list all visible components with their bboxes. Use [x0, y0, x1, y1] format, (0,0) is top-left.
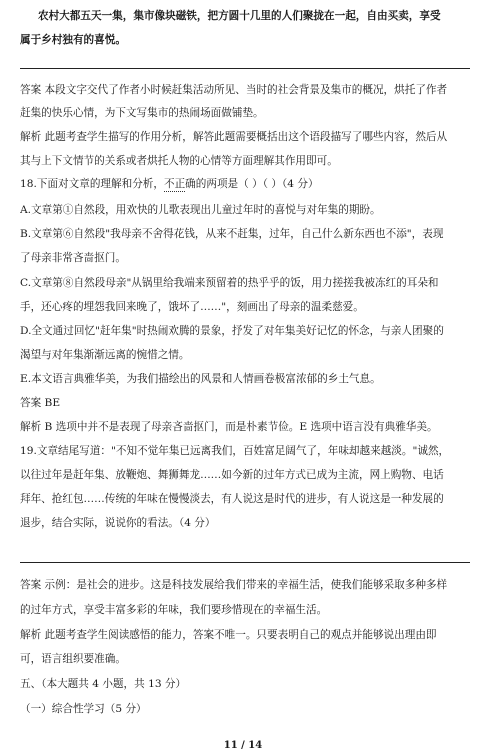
option-d-line-2: 渴望与对年集渐渐远离的惋惜之情。: [20, 349, 190, 361]
question-18-prefix: 18.下面对文章的理解和分析，: [20, 178, 164, 190]
option-c-line-1: C.文章第⑧自然段母亲"从锅里给我端来预留着的热乎乎的饭，用力搓搓我被冻红的耳朵和: [20, 277, 439, 289]
option-a: A.文章第①自然段，用欢快的儿歌表现出儿童过年时的喜悦与对年集的期盼。: [20, 204, 381, 216]
analysis-19-line-2: 可，语言组织要准确。: [20, 653, 126, 665]
option-b-line-1: B.文章第⑥自然段"我母亲不舍得花钱，从来不赶集，过年，自己什么新东西也不添"，表现: [20, 228, 444, 240]
answer-18: 答案 BE: [20, 397, 61, 409]
analysis-1-line-1: 解析 此题考查学生描写的作用分析，解答此题需要概括出这个语段描写了哪些内容，然后从: [20, 131, 448, 143]
question-18-suffix: 确的两项是（ ）（ ）（4 分）: [185, 178, 319, 190]
passage-line-2: 属于乡村独有的喜悦。: [20, 34, 126, 46]
question-19-line-1: 19.文章结尾写道："不知不觉年集已远离我们，百姓富足阔气了，年味却越来越淡。"诚然，: [20, 445, 450, 457]
option-d-line-1: D.全文通过回忆"赶年集"时热闹欢腾的景象，抒发了对年集美好记忆的怀念，与亲人团聚的: [20, 325, 444, 337]
analysis-1-line-2: 其与上下文情节的关系或者烘托人物的心情等方面理解其作用即可。: [20, 155, 338, 167]
question-19-line-3: 拜年、抢红包……传统的年味在慢慢淡去，有人说这是时代的进步，有人说这是一种发展的: [20, 493, 444, 505]
divider-top-2: [20, 562, 470, 563]
page-number: 11 / 14: [223, 740, 263, 751]
option-e: E.本文语言典雅华美，为我们描绘出的风景和人情画卷极富浓郁的乡土气息。: [20, 373, 381, 385]
passage-line-1: 农村大都五天一集，集市像块磁铁，把方圆十几里的人们聚拢在一起，自由买卖，享受: [38, 10, 441, 22]
question-18-stem: [20, 177, 472, 192]
question-19-line-4: 退步，结合实际，说说你的看法。（4 分）: [20, 517, 216, 529]
option-c-line-2: 手，还心疼的埋怨我回来晚了，饿坏了……"，刻画出了母亲的温柔慈爱。: [20, 301, 364, 313]
divider-top-1: [20, 68, 470, 69]
answer-1-line-1: 答案 本段文字交代了作者小时候赶集活动所见、当时的社会背景及集市的概况，烘托了作者: [20, 84, 448, 96]
question-19-line-2: 以往过年是赶年集、放鞭炮、舞狮舞龙……如今新的过年方式已成为主流，网上购物、电话: [20, 469, 444, 481]
subsection-heading: （一）综合性学习（5 分）: [20, 703, 147, 715]
analysis-18: 解析 B 选项中并不是表现了母亲吝啬抠门，而是朴素节俭。E 选项中语言没有典雅华美。: [20, 421, 438, 433]
answer-19-line-2: 的过年方式，享受丰富多彩的年味，我们要珍惜现在的幸福生活。: [20, 604, 328, 616]
option-b-line-2: 了母亲非常吝啬抠门。: [20, 252, 126, 264]
answer-19-line-1: 答案 示例：是社会的进步。这是科技发展给我们带来的幸福生活，使我们能够采取多种多样: [20, 579, 448, 591]
answer-1-line-2: 赶集的快乐心情，为下文写集市的热闹场面做铺垫。: [20, 107, 264, 119]
question-18-emphasis: 不正: [163, 178, 186, 190]
analysis-19-line-1: 解析 此题考查学生阅读感悟的能力，答案不唯一。只要表明自己的观点并能够说出理由即: [20, 629, 437, 641]
section-heading: 五、（本大题共 4 小题，共 13 分）: [20, 678, 187, 690]
